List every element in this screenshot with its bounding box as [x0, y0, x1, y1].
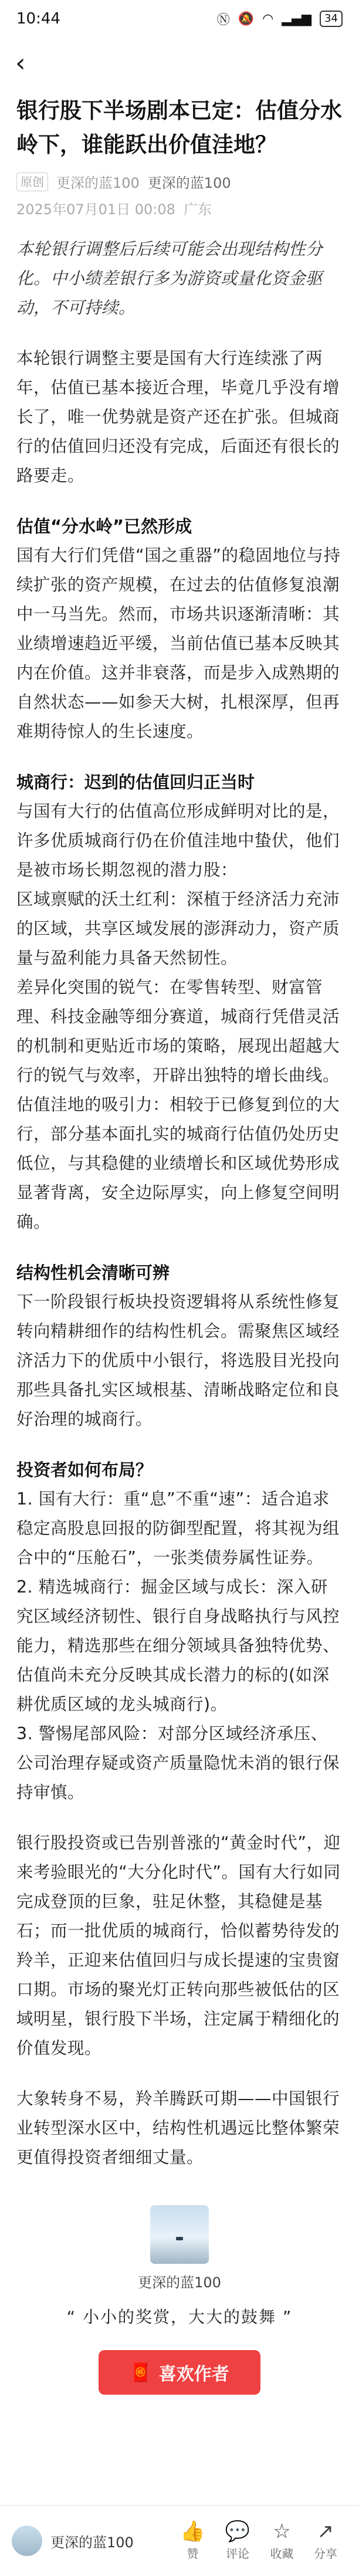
paragraph: 2. 精选城商行：掘金区域与成长：深入研究区域经济韧性、银行自身战略执行与风控能力，精选那些在细分领域具备独特优势、估值尚未充分反映其成长潜力的标的(如深耕优质区域的龙头城商行)。 — [16, 1577, 340, 1714]
like-label: 赞 — [187, 2546, 199, 2561]
publish-date: 2025年07月01日 00:08 — [16, 201, 175, 218]
share-label: 分享 — [313, 2546, 337, 2561]
wifi-icon: ◠ — [262, 11, 274, 26]
article-lead: 本轮银行调整后后续可能会出现结构性分化。中小绩差银行多为游资或量化资金驱动，不可持续。 — [16, 239, 323, 317]
battery-icon — [320, 11, 343, 27]
star-icon: ☆ — [273, 2519, 291, 2543]
share-icon: ↗ — [317, 2519, 334, 2543]
bottom-author-avatar[interactable] — [12, 2526, 42, 2556]
author-name[interactable]: 更深的蓝100 — [56, 175, 140, 191]
section-heading: 结构性机会清晰可辨 — [16, 1263, 170, 1283]
paragraph: 3. 警惕尾部风险：对部分区域经济承压、公司治理存疑或资产质量隐忧未消的银行保持审慎。 — [16, 1724, 340, 1802]
author-avatar[interactable] — [150, 2205, 209, 2264]
section-heading: 估值“分水岭”已然形成 — [16, 516, 192, 536]
bottom-actions — [170, 2521, 347, 2561]
paragraph: 国有大行们凭借“国之重器”的稳固地位与持续扩张的资产规模，在过去的估值修复浪潮中一马当先。然而，市场共识逐渐清晰：其业绩增速趋近平缓，当前估值已基本反映其内在价值。这并非衰落，而是步入成熟期的自然状态——如参天大树，扎根深厚，但再难期待惊人的生长速度。 — [16, 546, 341, 741]
section-heading: 城商行：迟到的估值回归正当时 — [16, 772, 255, 792]
reward-slogan: “ 小小的奖赏，大大的鼓舞 ” — [66, 2307, 293, 2327]
status-bar — [0, 0, 359, 38]
red-packet-icon: 🧧 — [130, 2362, 152, 2383]
paragraph: 1. 国有大行：重“息”不重“速”：适合追求稳定高股息回报的防御型配置，将其视为组合中的“压舱石”，一张类债券属性证券。 — [16, 1489, 340, 1567]
paragraph: 银行股投资或已告别普涨的“黄金时代”，迎来考验眼光的“大分化时代”。国有大行如同完成登顶的巨象，驻足休整，其稳健是基石；而一批优质的城商行，恰似蓄势待发的羚羊，正迎来估值回归与成长提速的宝贵窗口期。市场的聚光灯正转向那些被低估的区域明星，银行股下半场，注定属于精细化的价值发现。 — [16, 1833, 341, 2058]
paragraph: 与国有大行的估值高位形成鲜明对比的是，许多优质城商行仍在价值洼地中蛰伏，他们是被市场长期忽视的潜力股： — [16, 802, 340, 880]
share-button[interactable] — [314, 2521, 337, 2561]
bottom-author-name[interactable]: 更深的蓝100 — [50, 2534, 134, 2551]
nfc-icon: Ⓝ — [216, 12, 230, 28]
nav-bar — [0, 38, 359, 89]
comment-icon: 💬 — [225, 2519, 250, 2543]
paragraph: 差异化突围的锐气：在零售转型、财富管理、科技金融等细分赛道，城商行凭借灵活的机制和更贴近市场的策略，展现出超越大行的锐气与效率，开辟出独特的增长曲线。 — [16, 978, 340, 1085]
section-heading: 投资者如何布局？ — [16, 1460, 153, 1480]
publish-location: 广东 — [183, 201, 212, 218]
comment-button[interactable] — [225, 2521, 250, 2561]
article-title: 银行股下半场剧本已定：估值分水岭下，谁能跃出价值洼地？ — [16, 98, 342, 157]
silent-icon: 🔕 — [238, 11, 255, 26]
author-card-name[interactable]: 更深的蓝100 — [138, 2274, 221, 2291]
bottom-author[interactable] — [12, 2526, 170, 2556]
signal-icon: ▂▄▆ — [282, 11, 312, 26]
thumbs-up-icon: 👍 — [180, 2519, 205, 2543]
article-meta — [0, 162, 359, 192]
article-body — [0, 218, 359, 2395]
author-card — [16, 2193, 343, 2395]
favorite-button[interactable] — [270, 2521, 294, 2561]
publish-info — [0, 192, 359, 218]
paragraph: 本轮银行调整主要是国有大行连续涨了两年，估值已基本接近合理，毕竟几乎没有增长了，唯一优势就是资产还在扩张。但城商行的估值回归还没有完成，后面还有很长的路要走。 — [16, 349, 340, 485]
comment-label: 评论 — [226, 2546, 249, 2561]
status-icons — [217, 10, 343, 28]
battery-level: 34 — [324, 12, 338, 25]
reward-button-label: 喜欢作者 — [158, 2364, 229, 2385]
paragraph: 下一阶段银行板块投资逻辑将从系统性修复转向精耕细作的结构性机会。需聚焦区域经济活力下的优质中小银行，将选股目光投向那些具备扎实区域根基、清晰战略定位和良好治理的城商行。 — [16, 1292, 340, 1429]
paragraph: 估值洼地的吸引力：相较于已修复到位的大行，部分基本面扎实的城商行估值仍处历史低位，与其稳健的业绩增长和区域优势形成显著背离，安全边际厚实，向上修复空间明确。 — [16, 1095, 340, 1232]
bottom-action-bar — [0, 2506, 359, 2576]
original-tag: 原创 — [16, 173, 48, 191]
reward-author-button[interactable] — [99, 2350, 260, 2395]
paragraph: 区域禀赋的沃土红利：深植于经济活力充沛的区域，共享区域发展的澎湃动力，资产质量与盈利能力具备天然韧性。 — [16, 890, 340, 968]
paragraph: 大象转身不易，羚羊腾跃可期——中国银行业转型深水区中，结构性机遇远比整体繁荣更值得投资者细细丈量。 — [16, 2089, 340, 2167]
favorite-label: 收藏 — [270, 2546, 294, 2561]
status-time: 10:44 — [16, 10, 60, 28]
author-link[interactable]: 更深的蓝100 — [147, 175, 231, 191]
chevron-left-icon[interactable]: ‹ — [15, 48, 26, 78]
like-button[interactable] — [180, 2521, 205, 2561]
